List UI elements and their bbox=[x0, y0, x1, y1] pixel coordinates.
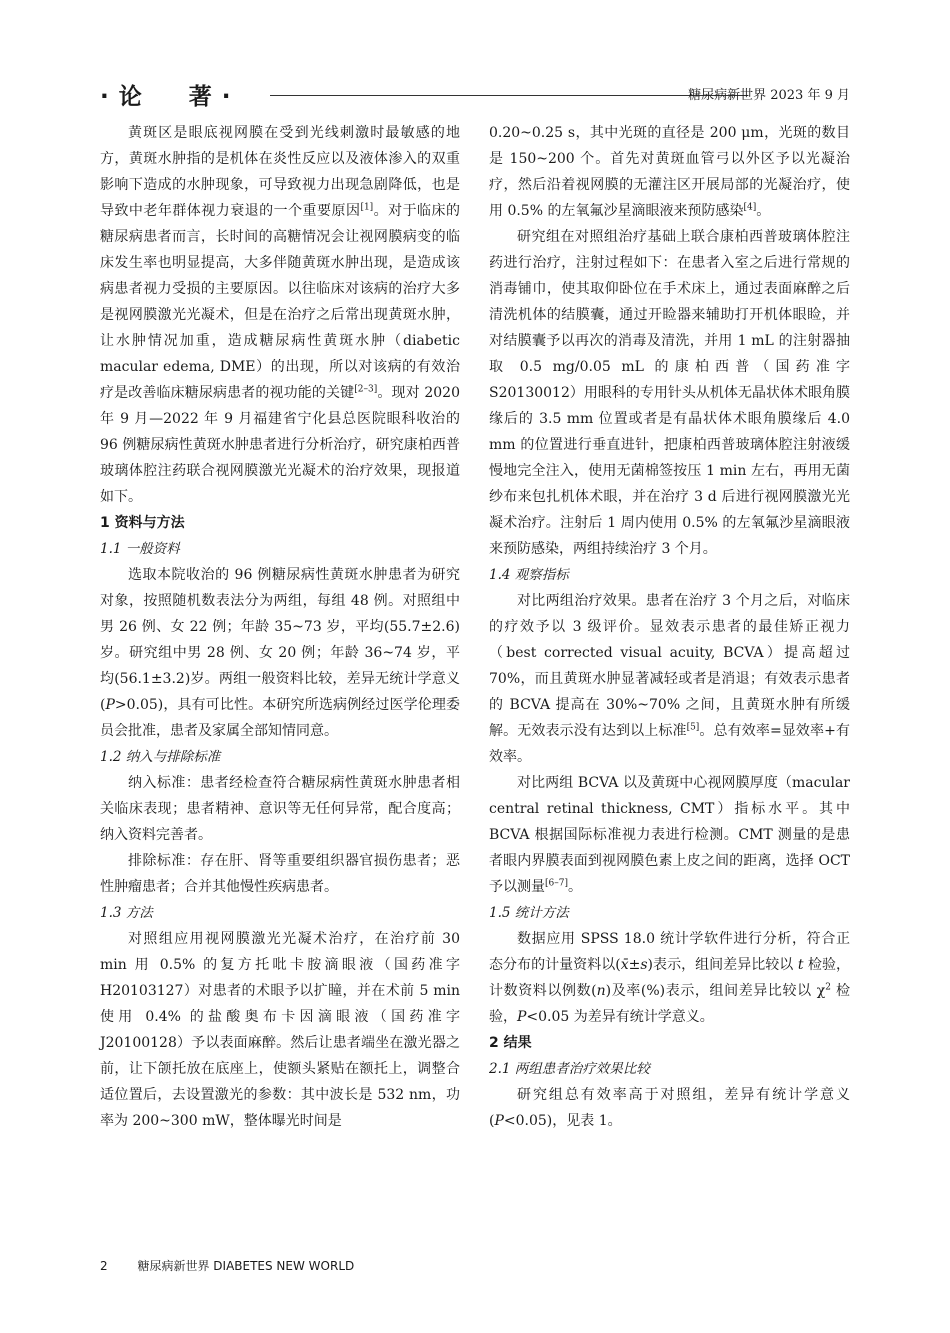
citation-ref[interactable]: [1] bbox=[360, 202, 374, 213]
footer-journal: 糖尿病新世界 DIABETES NEW WORLD bbox=[137, 1259, 355, 1273]
subsection-heading: 1.5 统计方法 bbox=[489, 905, 569, 921]
right-column bbox=[489, 120, 850, 1134]
subsection-heading: 2.1 两组患者治疗效果比较 bbox=[489, 1061, 650, 1077]
statistics-paragraph: 数据应用 SPSS 18.0 统计学软件进行分析，符合正态分布的计量资料以(x̄±s)表示，组间差异比较以 t 检验，计数资料以例数(n)及率(%)表示，组间差异比较以 $\chi^2$ 检验，P<0.05 为差异有统计学意义。 bbox=[489, 931, 851, 1025]
section-tag bbox=[100, 78, 232, 111]
intro-paragraph: 黄斑区是眼底视网膜在受到光线刺激时最敏感的地方，黄斑水肿指的是机体在炎性反应以及液体渗入的双重影响下造成的水肿现象，可导致视力出现急剧降低，也是导致中老年群体视力衰退的一个重要原因[1]。对于临床的糖尿病患者而言，长时间的高糖情况会让视网膜病变的临床发生率也明显提高，大多伴随黄斑水肿出现，是造成该病患者视力受损的主要原因。以往临床对该病的治疗大多是视网膜激光光凝术，但是在治疗之后常出现黄斑水肿，让水肿情况加重，造成糖尿病性黄斑水肿（diabetic macular edema, DME）的出现，所以对该病的有效治疗是改善临床糖尿病患者的视功能的关键[2–3]。现对 2020 年 9 月—2022 年 9 月福建省宁化县总医院眼科收治的 96 例糖尿病性黄斑水肿患者进行分析治疗，研究康柏西普玻璃体腔注药联合视网膜激光光凝术的治疗效果，现报道如下。 bbox=[100, 125, 460, 505]
observation-paragraph: 对比两组治疗效果。患者在治疗 3 个月之后，对临床的疗效予以 3 级评价。显效表示患者的最佳矫正视力（best corrected visual acuity, BCVA）提高超过 70%，而且黄斑水肿显著减轻或者是消退；有效表示患者的 BCVA 提高在 30%~70% 之间，且黄斑水肿有所缓解。无效表示没有达到以上标准[5]。总有效率=显效率+有效率。 bbox=[489, 593, 850, 765]
tag-char-1: 论 bbox=[118, 84, 143, 110]
citation-ref[interactable]: [5] bbox=[686, 722, 700, 733]
general-data-paragraph: 选取本院收治的 96 例糖尿病性黄斑水肿患者为研究对象，按照随机数表法分为两组，每组 48 例。对照组中男 26 例、女 22 例；年龄 35~73 岁，平均(55.7±2.6)岁。研究组中男 28 例、女 20 例；年龄 36~74 岁，平均(56.1±3.2)岁。两组一般资料比较，差异无统计学意义(P>0.05)，具有可比性。本研究所选病例经过医学伦理委员会批准，患者及家属全部知情同意。 bbox=[100, 567, 460, 739]
bcva-cmt-paragraph: 对比两组 BCVA 以及黄斑中心视网膜厚度（macular central retinal thickness, CMT）指标水平。其中 BCVA 根据国际标准视力表进行检测。CMT 测量的是患者眼内界膜表面到视网膜色素上皮之间的距离，选择 OCT 予以测量[6–7]。 bbox=[489, 775, 850, 895]
inclusion-paragraph: 纳入标准：患者经检查符合糖尿病性黄斑水肿患者相关临床表现；患者精神、意识等无任何异常，配合度高；纳入资料完善者。 bbox=[100, 775, 460, 843]
page-number: 2 bbox=[100, 1259, 108, 1273]
method-paragraph: 对照组应用视网膜激光光凝术治疗，在治疗前 30 min 用 0.5% 的复方托吡卡胺滴眼液（国药准字 H20103127）对患者的术眼予以扩瞳，并在术前 5 min 使用 0.4% 的盐酸奥布卡因滴眼液（国药准字 J20100128）予以表面麻醉。然后让患者端坐在激光器之前，让下颌托放在底座上，使额头紧贴在额托上，调整合适位置后，去设置激光的参数：其中波长是 532 nm，功率为 200~300 mW，整体曝光时间是 bbox=[100, 931, 460, 1129]
journal-issue: 糖尿病新世界 2023 年 9 月 bbox=[688, 88, 850, 103]
section-heading-methods: 1 资料与方法 bbox=[100, 515, 185, 531]
left-column bbox=[100, 120, 460, 1134]
subsection-heading: 1.3 方法 bbox=[100, 905, 153, 921]
method-continued-paragraph: 0.20~0.25 s，其中光斑的直径是 200 μm，光斑的数目是 150~200 个。首先对黄斑血管弓以外区予以光凝治疗，然后沿着视网膜的无灌注区开展局部的光凝治疗，使用 0.5% 的左氧氟沙星滴眼液来预防感染[4]。 bbox=[489, 125, 850, 219]
results-paragraph: 研究组总有效率高于对照组，差异有统计学意义(P<0.05)，见表 1。 bbox=[489, 1087, 850, 1129]
citation-ref[interactable]: [2–3] bbox=[354, 384, 378, 395]
page-footer bbox=[100, 1257, 354, 1274]
tag-dot-left: · bbox=[100, 84, 110, 110]
citation-ref[interactable]: [6–7] bbox=[545, 878, 568, 889]
study-group-paragraph: 研究组在对照组治疗基础上联合康柏西普玻璃体腔注药进行治疗，注射过程如下：在患者入室之后进行常规的消毒铺巾，使其取仰卧位在手术床上，通过表面麻醉之后清洗机体的结膜囊，通过开睑器来辅助打开机体眼睑，并对结膜囊予以再次的消毒及清洗，并用 1 mL 的注射器抽取 0.5 mg/0.05 mL 的康柏西普（国药准字 S20130012）用眼科的专用针头从机体无晶状体术眼角膜缘后的 3.5 mm 位置或者是有晶状体术眼角膜缘后 4.0 mm 的位置进行垂直进针，把康柏西普玻璃体腔注射液缓慢地完全注入，使用无菌棉签按压 1 min 左右，再用无菌纱布来包扎机体术眼，并在治疗 3 d 后进行视网膜激光光凝术治疗。注射后 1 周内使用 0.5% 的左氧氟沙星滴眼液来预防感染，两组持续治疗 3 个月。 bbox=[489, 229, 850, 557]
exclusion-paragraph: 排除标准：存在肝、肾等重要组织器官损伤患者；恶性肿瘤患者；合并其他慢性疾病患者。 bbox=[100, 853, 460, 895]
page-header bbox=[100, 78, 850, 110]
subsection-heading: 1.4 观察指标 bbox=[489, 567, 569, 583]
subsection-heading: 1.1 一般资料 bbox=[100, 541, 180, 557]
tag-dot-right: · bbox=[221, 84, 232, 110]
citation-ref[interactable]: [4] bbox=[743, 202, 757, 213]
subsection-heading: 1.2 纳入与排除标准 bbox=[100, 749, 221, 765]
tag-char-2: 著 bbox=[188, 84, 213, 110]
section-heading-results: 2 结果 bbox=[489, 1035, 532, 1051]
header-rule bbox=[270, 95, 748, 96]
